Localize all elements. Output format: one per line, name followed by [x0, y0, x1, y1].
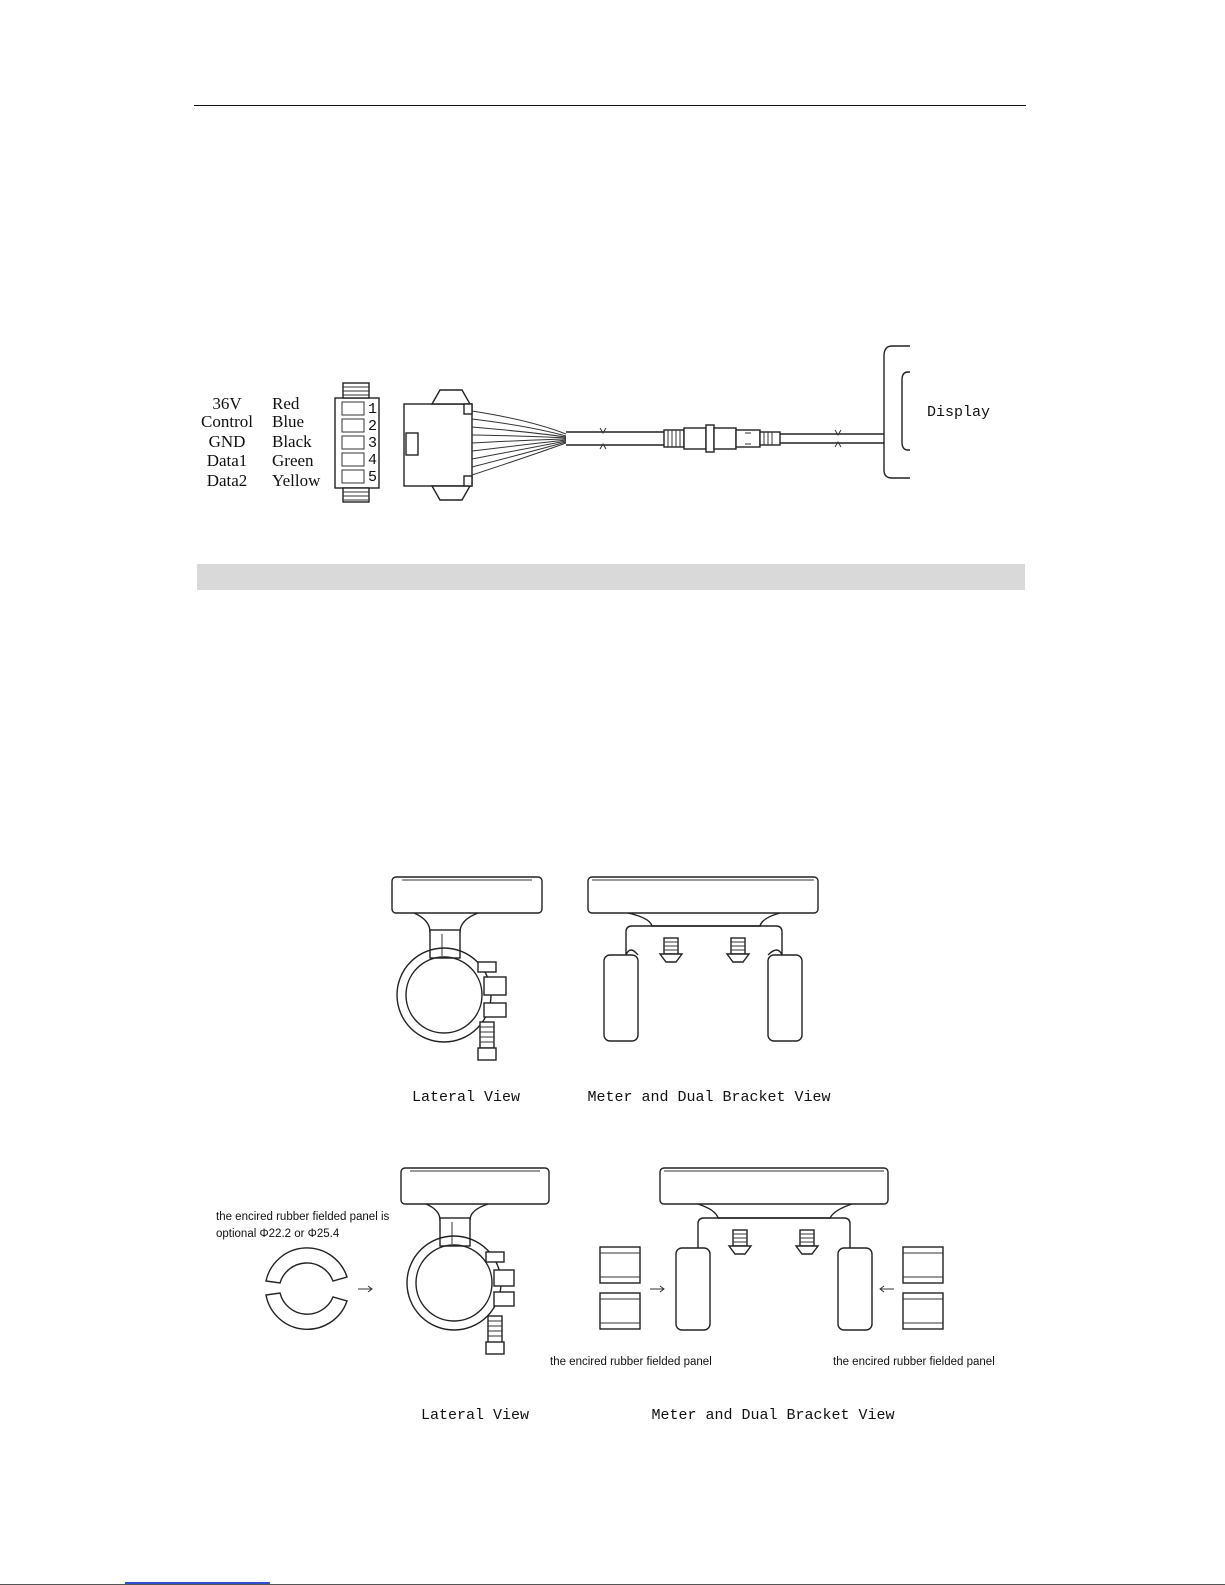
pin-number: 4: [368, 452, 378, 469]
lateral-view-bracket: [392, 877, 542, 1060]
wiring-diagram: [201, 346, 990, 502]
main-cable: [566, 428, 664, 449]
rubber-note-line2: optional Φ22.2 or Φ25.4: [216, 1228, 340, 1240]
lateral-view-caption: Lateral View: [411, 1089, 521, 1106]
pin-signal-label: 36V: [212, 394, 242, 413]
display-unit: [884, 346, 990, 478]
dual-bracket-caption-2: Meter and Dual Bracket View: [651, 1407, 895, 1424]
pin-color-label: Green: [272, 451, 314, 470]
dual-bracket-view-rubber: [660, 1168, 888, 1330]
rubber-panel-label-left: the encired rubber fielded panel: [550, 1356, 712, 1368]
footer-link-underline[interactable]: [125, 1582, 270, 1584]
pin-signal-label: Data2: [206, 471, 248, 490]
pin-signal-label: Data1: [206, 451, 248, 470]
inline-connector: [664, 425, 780, 452]
display-cable: [780, 430, 884, 447]
display-label: Display: [927, 404, 991, 421]
pin-color-label: Red: [272, 394, 300, 413]
connector-housing: [404, 390, 472, 500]
dual-bracket-view: [588, 877, 818, 1041]
wire-bundle: [472, 411, 566, 475]
pin-color-label: Black: [272, 432, 312, 451]
pin-number: 2: [368, 418, 378, 435]
rubber-panel-label-right: the encired rubber fielded panel: [833, 1356, 995, 1368]
pin-number: 3: [368, 435, 378, 452]
rubber-panels-left: [600, 1247, 664, 1329]
rubber-ring-halves: [266, 1248, 372, 1329]
pin-color-label: Blue: [272, 412, 305, 431]
connector-face: [335, 383, 379, 502]
rubber-note-line1: the encired rubber fielded panel is: [216, 1211, 390, 1223]
pin-number: 5: [368, 469, 378, 486]
pin-number: 1: [368, 401, 378, 418]
pin-signal-label: Control: [201, 412, 253, 431]
lateral-view-rubber: [401, 1168, 549, 1354]
pin-color-label: Yellow: [272, 471, 321, 490]
rubber-panels-right: [880, 1247, 943, 1329]
dual-bracket-caption: Meter and Dual Bracket View: [587, 1089, 831, 1106]
pin-signal-label: GND: [208, 432, 246, 451]
lateral-view-caption-2: Lateral View: [420, 1407, 530, 1424]
